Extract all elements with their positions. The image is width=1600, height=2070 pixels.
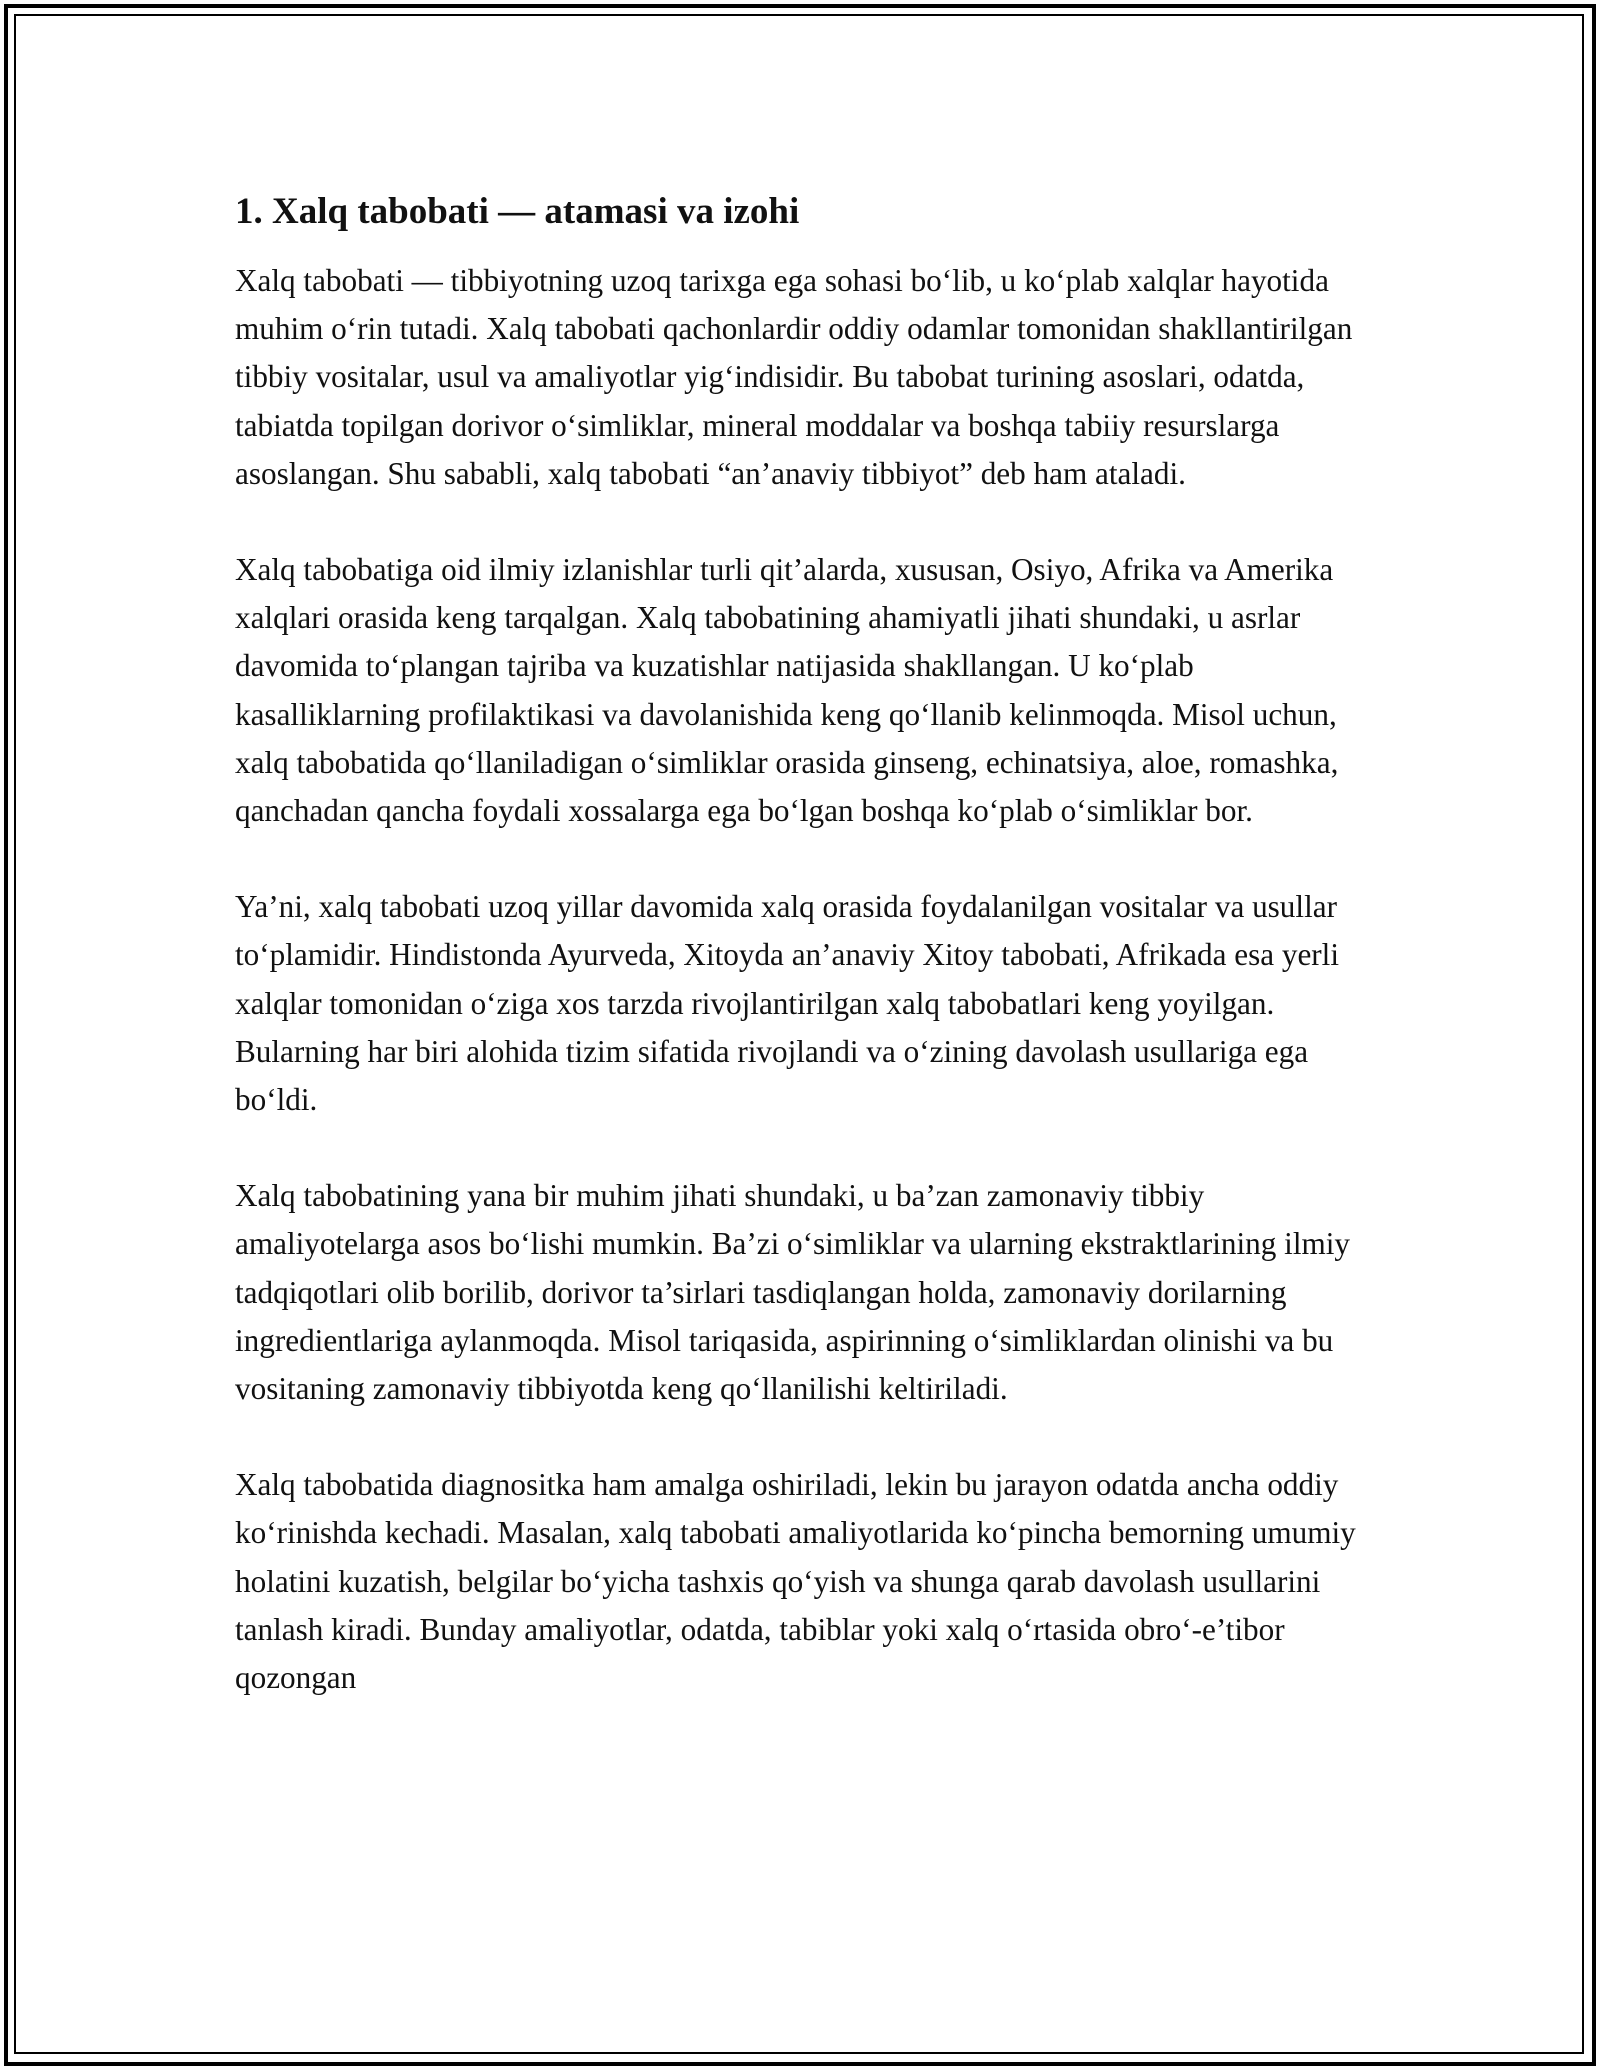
paragraph-1: Xalq tabobati — tibbiyotning uzoq tarixga ega sohasi bo‘lib, u ko‘plab xalqlar hayotida muhim o‘rin tutadi. Xalq tabobati qachonlardir oddiy odamlar tomonidan shakllantirilgan tibbiy vositalar, usul va amaliyotlar yig‘indisidir. Bu tabobat turining asoslari, odatda, tabiatda topilgan dorivor o‘simliklar, mineral moddalar va boshqa tabiiy resurslarga asoslangan. Shu sababli, xalq tabobati “an’anaviy tibbiyot” deb ham ataladi. bbox=[235, 263, 1353, 491]
section-title: 1. Xalq tabobati — atamasi va izohi bbox=[235, 191, 800, 232]
paragraph-2: Xalq tabobatiga oid ilmiy izlanishlar turli qit’alarda, xususan, Osiyo, Afrika va Amerika xalqlari orasida keng tarqalgan. Xalq tabobatining ahamiyatli jihati shundaki, u asrlar davomida to‘plangan tajriba va kuzatishlar natijasida shakllangan. U ko‘plab kasalliklarning profilaktikasi va davolanishida keng qo‘llanib kelinmoqda. Misol uchun, xalq tabobatida qo‘llaniladigan o‘simliklar orasida ginseng, echinatsiya, aloe, romashka, qanchadan qancha foydali xossalarga ega bo‘lgan boshqa ko‘plab o‘simliklar bor. bbox=[235, 552, 1339, 829]
paragraph-4: Xalq tabobatining yana bir muhim jihati shundaki, u ba’zan zamonaviy tibbiy amaliyotelarga asos bo‘lishi mumkin. Ba’zi o‘simliklar va ularning ekstraktlarining ilmiy tadqiqotlari olib borilib, dorivor ta’sirlari tasdiqlangan holda, zamonaviy dorilarning ingredientlariga aylanmoqda. Misol tariqasida, aspirinning o‘simliklardan olinishi va bu vositaning zamonaviy tibbiyotda keng qo‘llanilishi keltiriladi. bbox=[235, 1178, 1351, 1407]
document-body bbox=[235, 187, 1385, 1750]
paragraph-5: Xalq tabobatida diagnositka ham amalga oshiriladi, lekin bu jarayon odatda ancha oddiy ko‘rinishda kechadi. Masalan, xalq tabobati amaliyotlarida ko‘pincha bemorning umumiy holatini kuzatish, belgilar bo‘yicha tashxis qo‘yish va shunga qarab davolash usullarini tanlash kiradi. Bunday amaliyotlar, odatda, tabiblar yoki xalq o‘rtasida obro‘-e’tibor qozongan bbox=[235, 1467, 1356, 1696]
paragraph-3: Ya’ni, xalq tabobati uzoq yillar davomida xalq orasida foydalanilgan vositalar va usullar to‘plamidir. Hindistonda Ayurveda, Xitoyda an’anaviy Xitoy tabobati, Afrikada esa yerli xalqlar tomonidan o‘ziga xos tarzda rivojlantirilgan xalq tabobatlari keng yoyilgan. Bularning har biri alohida tizim sifatida rivojlandi va o‘zining davolash usullariga ega bo‘ldi. bbox=[235, 889, 1340, 1118]
